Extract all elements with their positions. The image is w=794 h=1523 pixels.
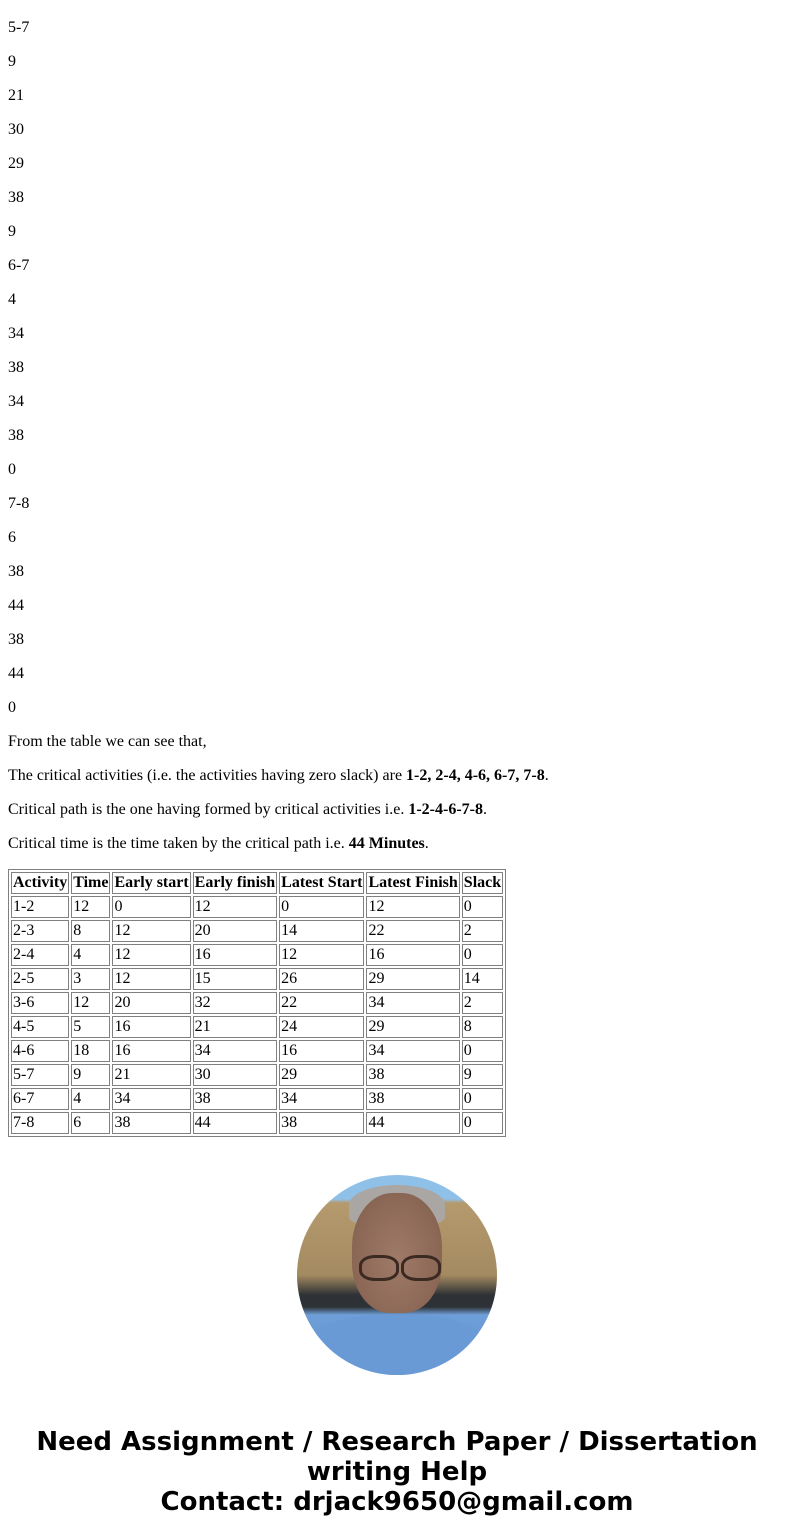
value-line: 38	[8, 563, 24, 580]
table-cell: 24	[279, 1016, 364, 1038]
value-line: 30	[8, 121, 24, 138]
table-cell: 12	[193, 896, 277, 918]
table-row	[11, 1112, 503, 1134]
footer-contact: Contact: drjack9650@gmail.com	[160, 1487, 634, 1517]
table-cell: 32	[193, 992, 277, 1014]
table-cell: 3-6	[11, 992, 69, 1014]
table-cell: 4-6	[11, 1040, 69, 1062]
value-line: 38	[8, 631, 24, 648]
table-cell: 16	[112, 1040, 190, 1062]
table-cell: 26	[279, 968, 364, 990]
value-line: 6-7	[8, 257, 30, 274]
table-cell: 12	[71, 896, 110, 918]
table-cell: 9	[71, 1064, 110, 1086]
photo-shirt	[307, 1315, 487, 1375]
value-line: 4	[8, 291, 16, 308]
table-row	[11, 992, 503, 1014]
table-cell: 20	[193, 920, 277, 942]
period: .	[544, 767, 549, 784]
table-cell: 4-5	[11, 1016, 69, 1038]
table-cell: 14	[462, 968, 503, 990]
table-cell: 8	[71, 920, 110, 942]
value-line: 44	[8, 597, 24, 614]
value-line: 44	[8, 665, 24, 682]
value-line: 38	[8, 189, 24, 206]
value-line: 21	[8, 87, 24, 104]
table-cell: 0	[462, 896, 503, 918]
table-cell: 14	[279, 920, 364, 942]
table-cell: 8	[462, 1016, 503, 1038]
footer-line-1: Need Assignment / Research Paper / Dissertation	[36, 1427, 758, 1457]
table-row	[11, 1040, 503, 1062]
column-header: Early start	[112, 872, 190, 894]
table-cell: 16	[112, 1016, 190, 1038]
value-line: 34	[8, 393, 24, 410]
table-cell: 12	[279, 944, 364, 966]
table-cell: 38	[279, 1112, 364, 1134]
table-cell: 22	[279, 992, 364, 1014]
table-header-row	[11, 872, 503, 894]
table-cell: 12	[366, 896, 459, 918]
value-line: 9	[8, 223, 16, 240]
table-cell: 2-3	[11, 920, 69, 942]
table-cell: 38	[366, 1064, 459, 1086]
table-cell: 12	[112, 968, 190, 990]
table-cell: 15	[193, 968, 277, 990]
value-line: 6	[8, 529, 16, 546]
table-cell: 20	[112, 992, 190, 1014]
critical-activities-label: The critical activities (i.e. the activities having zero slack) are	[8, 767, 407, 784]
table-cell: 30	[193, 1064, 277, 1086]
value-line: 7-8	[8, 495, 30, 512]
author-photo-container	[8, 1175, 786, 1375]
value-line: 29	[8, 155, 24, 172]
photo-face	[352, 1193, 442, 1313]
activity-table	[8, 869, 506, 1137]
table-cell: 34	[193, 1040, 277, 1062]
table-cell: 16	[279, 1040, 364, 1062]
photo-glasses-right	[401, 1255, 441, 1281]
column-header: Early finish	[193, 872, 277, 894]
table-cell: 9	[462, 1064, 503, 1086]
table-row	[11, 920, 503, 942]
table-cell: 3	[71, 968, 110, 990]
critical-path	[8, 801, 786, 819]
contact-footer	[8, 1427, 786, 1517]
table-row	[11, 944, 503, 966]
footer-line-2: writing Help	[306, 1457, 488, 1487]
table-cell: 2-4	[11, 944, 69, 966]
table-cell: 0	[462, 1112, 503, 1134]
table-cell: 34	[366, 992, 459, 1014]
table-cell: 18	[71, 1040, 110, 1062]
table-cell: 16	[366, 944, 459, 966]
period: .	[424, 835, 429, 852]
table-cell: 38	[193, 1088, 277, 1110]
table-cell: 0	[112, 896, 190, 918]
table-cell: 34	[112, 1088, 190, 1110]
critical-time-label: Critical time is the time taken by the critical path i.e.	[8, 835, 349, 852]
critical-activities	[8, 767, 786, 785]
summary-intro: From the table we can see that,	[8, 733, 207, 750]
value-line: 5-7	[8, 19, 30, 36]
table-cell: 7-8	[11, 1112, 69, 1134]
table-cell: 21	[193, 1016, 277, 1038]
table-cell: 6-7	[11, 1088, 69, 1110]
column-header: Activity	[11, 872, 69, 894]
value-line: 34	[8, 325, 24, 342]
table-cell: 4	[71, 1088, 110, 1110]
table-cell: 44	[366, 1112, 459, 1134]
critical-path-label: Critical path is the one having formed by critical activities i.e.	[8, 801, 409, 818]
table-cell: 2	[462, 920, 503, 942]
table-cell: 21	[112, 1064, 190, 1086]
table-cell: 0	[462, 1088, 503, 1110]
table-cell: 34	[366, 1040, 459, 1062]
critical-activities-value: 1-2, 2-4, 4-6, 6-7, 7-8	[406, 767, 545, 784]
table-cell: 4	[71, 944, 110, 966]
table-cell: 12	[112, 944, 190, 966]
table-cell: 29	[366, 968, 459, 990]
table-cell: 1-2	[11, 896, 69, 918]
critical-path-value: 1-2-4-6-7-8	[408, 801, 483, 818]
table-row	[11, 1088, 503, 1110]
table-cell: 0	[462, 1040, 503, 1062]
table-row	[11, 1016, 503, 1038]
column-header: Slack	[462, 872, 503, 894]
author-photo	[297, 1175, 497, 1375]
photo-glasses-left	[359, 1255, 399, 1281]
table-cell: 34	[279, 1088, 364, 1110]
table-cell: 29	[366, 1016, 459, 1038]
value-line: 0	[8, 461, 16, 478]
table-cell: 6	[71, 1112, 110, 1134]
column-header: Latest Finish	[366, 872, 459, 894]
column-header: Time	[71, 872, 110, 894]
table-cell: 0	[279, 896, 364, 918]
table-row	[11, 896, 503, 918]
table-row	[11, 1064, 503, 1086]
critical-time-value: 44 Minutes	[348, 835, 425, 852]
column-header: Latest Start	[279, 872, 364, 894]
table-cell: 29	[279, 1064, 364, 1086]
value-line: 38	[8, 359, 24, 376]
value-line: 0	[8, 699, 16, 716]
table-cell: 0	[462, 944, 503, 966]
table-cell: 44	[193, 1112, 277, 1134]
table-cell: 38	[366, 1088, 459, 1110]
table-cell: 2-5	[11, 968, 69, 990]
table-cell: 5	[71, 1016, 110, 1038]
table-cell: 12	[112, 920, 190, 942]
value-line: 9	[8, 53, 16, 70]
table-cell: 2	[462, 992, 503, 1014]
table-cell: 12	[71, 992, 110, 1014]
value-lines	[8, 19, 786, 717]
table-cell: 38	[112, 1112, 190, 1134]
period: .	[482, 801, 487, 818]
table-cell: 5-7	[11, 1064, 69, 1086]
table-row	[11, 968, 503, 990]
table-cell: 22	[366, 920, 459, 942]
table-cell: 16	[193, 944, 277, 966]
value-line: 38	[8, 427, 24, 444]
critical-time	[8, 835, 786, 853]
